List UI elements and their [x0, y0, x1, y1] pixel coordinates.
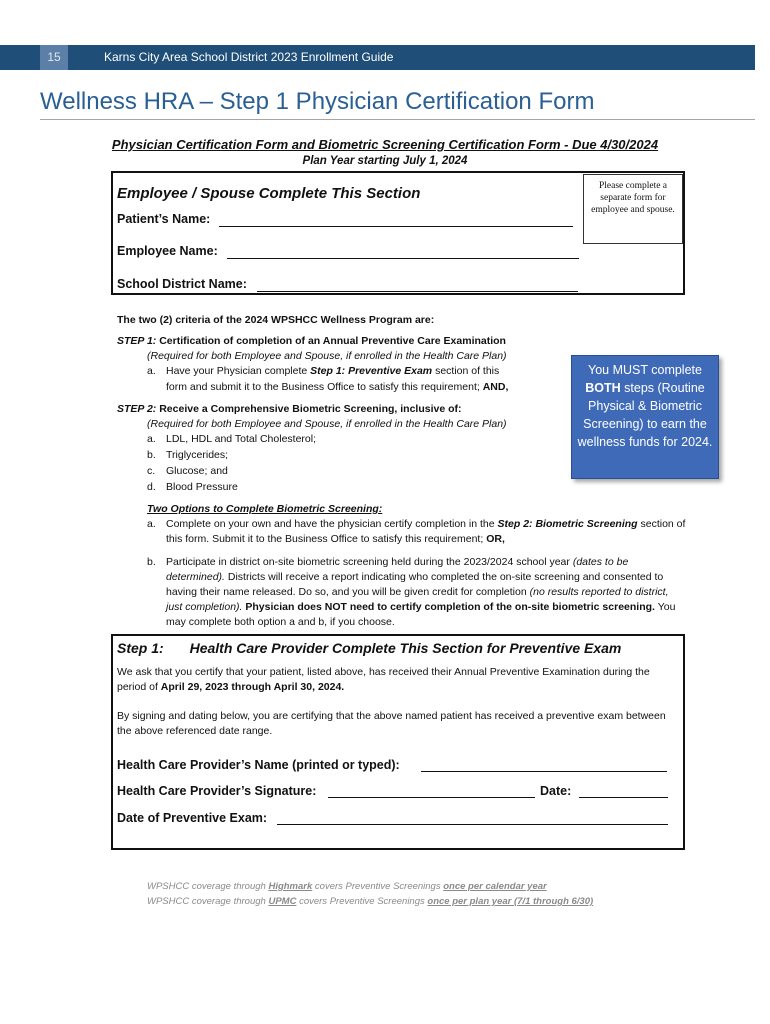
provider-para1-dates: April 29, 2023 through April 30, 2024. — [160, 681, 345, 693]
page-title: Wellness HRA – Step 1 Physician Certification Form — [40, 88, 595, 115]
footer-line1-part1: WPSHCC coverage through — [147, 881, 266, 892]
footer-line2-freq: once per plan year (7/1 through 6/30) — [427, 896, 594, 907]
provider-heading-title: Health Care Provider Complete This Section for Preventive Exam — [189, 640, 622, 656]
step1-a-line2-text: form and submit it to the Business Office to satisfy this requirement; — [166, 381, 480, 393]
step2-title: Receive a Comprehensive Biometric Screening, inclusive of: — [159, 403, 462, 415]
patient-name-field[interactable] — [219, 226, 573, 227]
list-item-marker: c. — [147, 465, 156, 477]
option-a-or: OR, — [486, 533, 505, 545]
provider-signature-label: Health Care Provider’s Signature: — [117, 784, 317, 798]
list-item: Triglycerides; — [166, 449, 229, 461]
guide-title: Karns City Area School District 2023 Enrollment Guide — [104, 50, 394, 64]
step1-a-part2: section of this — [435, 365, 500, 377]
employee-name-field[interactable] — [227, 258, 579, 259]
callout-text3: steps (Routine Physical & Biometric Screening) to earn the wellness funds for 2024. — [577, 381, 713, 449]
step1-a-line1 — [166, 364, 499, 379]
form-title — [0, 137, 770, 152]
page-number: 15 — [40, 45, 68, 70]
provider-para2: By signing and dating below, you are certifying that the above named patient has received a preventive exam between the above referenced date range. — [117, 710, 666, 737]
employee-section-heading: Employee / Spouse Complete This Section — [117, 185, 421, 202]
provider-signature-field[interactable] — [328, 797, 535, 798]
option-b-ital2: (no results reported to district, just completion). — [166, 586, 669, 613]
step1-a-part1: Have your Physician complete — [166, 365, 308, 377]
criteria-intro: The two (2) criteria of the 2024 WPSHCC Wellness Program are: — [117, 314, 435, 326]
step1-a-marker: a. — [147, 365, 156, 377]
option-b-text — [166, 555, 686, 630]
title-divider — [40, 119, 755, 120]
footer-line1-freq: once per calendar year — [443, 881, 547, 892]
option-b-part3: You may complete both option a and b, if you choose. — [166, 601, 676, 628]
option-b-part2: Districts will receive a report indicating who completed the on-site screening and consented to having their name released. Do so, and you will be given credit for completion — [166, 571, 664, 598]
option-b-bold: Physician does NOT need to certify completion of the on-site biometric screening. — [245, 601, 655, 613]
list-item: Blood Pressure — [166, 481, 238, 493]
footer-line2-part2: covers Preventive Screenings — [299, 896, 425, 907]
provider-heading-step: Step 1: — [117, 640, 164, 656]
date-field[interactable] — [579, 797, 668, 798]
list-item: LDL, HDL and Total Cholesterol; — [166, 433, 316, 445]
list-item-marker: b. — [147, 449, 156, 461]
option-a-part2: section of this form. Submit it to the Business Office to satisfy this requirement; — [166, 518, 686, 545]
footer-line1-carrier: Highmark — [268, 881, 313, 892]
option-b-ital1: (dates to be determined). — [166, 556, 629, 583]
plan-year: Plan Year starting July 1, 2024 — [302, 155, 468, 167]
school-district-field[interactable] — [257, 291, 578, 292]
footer-line2-part1: WPSHCC coverage through — [147, 896, 266, 907]
step1-a-line2 — [166, 380, 508, 395]
options-heading: Two Options to Complete Biometric Screening: — [147, 503, 383, 515]
employee-name-label: Employee Name: — [117, 244, 218, 258]
callout-text1: You MUST complete — [588, 363, 702, 377]
date-label: Date: — [540, 784, 572, 798]
school-district-label: School District Name: — [117, 277, 247, 291]
footer-upmc-line — [147, 896, 593, 907]
option-a-bold: Step 2: Biometric Screening — [497, 518, 638, 530]
provider-para1 — [117, 665, 677, 695]
footer-line2-carrier: UPMC — [268, 896, 297, 907]
exam-date-label: Date of Preventive Exam: — [117, 811, 268, 825]
footer-line1-part2: covers Preventive Screenings — [314, 881, 441, 892]
separate-form-note: Please complete a separate form for employee and spouse. — [583, 174, 683, 244]
footer-highmark-line — [147, 881, 547, 892]
option-b-part1: Participate in district on-site biometric screening held during the 2023/2024 school year — [166, 556, 570, 568]
list-item-marker: d. — [147, 481, 156, 493]
option-a-part1: Complete on your own and have the physician certify completion in the — [166, 518, 495, 530]
provider-para1-text: We ask that you certify that your patient, listed above, has received their Annual Preventive Examination during the period of — [117, 666, 650, 693]
form-title-text: Physician Certification Form and Biometric Screening Certification Form - Due 4/30/2024 — [111, 137, 659, 152]
step2-label: STEP 2: — [117, 403, 157, 415]
option-b-marker: b. — [147, 556, 156, 568]
step1-label: STEP 1: — [117, 335, 157, 347]
step1-title: Certification of completion of an Annual Preventive Care Examination — [159, 335, 506, 347]
provider-name-label: Health Care Provider’s Name (printed or typed): — [117, 758, 400, 772]
callout-both: BOTH — [585, 381, 621, 395]
option-a-text — [166, 517, 686, 547]
must-complete-callout — [571, 355, 719, 479]
step2-required: (Required for both Employee and Spouse, if enrolled in the Health Care Plan) — [147, 418, 507, 430]
step2-line — [117, 402, 462, 417]
list-item: Glucose; and — [166, 465, 228, 477]
patient-name-label: Patient’s Name: — [117, 212, 211, 226]
provider-section-heading — [117, 640, 621, 656]
step1-a-and: AND, — [482, 381, 509, 393]
provider-name-field[interactable] — [421, 771, 667, 772]
option-a-marker: a. — [147, 518, 156, 530]
step1-required: (Required for both Employee and Spouse, if enrolled in the Health Care Plan) — [147, 350, 507, 362]
step1-line — [117, 334, 506, 349]
step1-a-bold: Step 1: Preventive Exam — [310, 365, 433, 377]
exam-date-field[interactable] — [277, 824, 668, 825]
list-item-marker: a. — [147, 433, 156, 445]
